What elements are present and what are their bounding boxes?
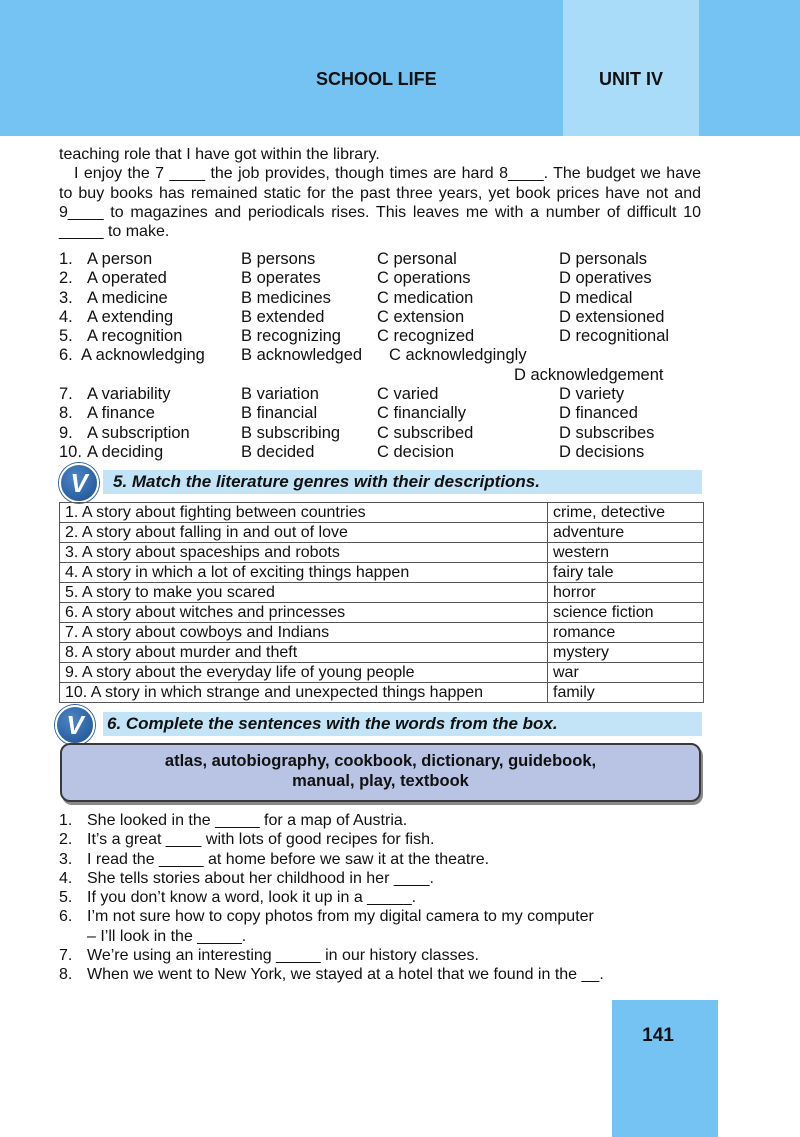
page-number-tab [612,1000,718,1137]
option-c: C extension [377,307,465,326]
option-b: B recognizing [241,327,341,346]
option-d: D medical [559,288,633,307]
option-a: A deciding [87,442,164,461]
option-b: B medicines [241,288,331,307]
sentence-number: 8. [59,966,73,984]
option-a: A recognition [87,327,183,346]
option-a: A extending [87,307,174,326]
option-number: 3. [59,288,73,307]
option-row [59,250,739,269]
option-b: B subscribing [241,423,341,442]
genre-name: romance [548,623,704,643]
option-c: C decision [377,442,455,461]
option-number: 9. [59,423,73,442]
sentence-text: If you don’t know a word, look it up in a _____. [87,889,417,907]
option-b: B decided [241,442,315,461]
option-row [59,308,739,327]
option-c: C subscribed [377,423,474,442]
option-a: A subscription [87,423,190,442]
sentence-text: When we went to New York, we stayed at a hotel that we found in the __. [87,966,604,984]
word-box-line-1: atlas, autobiography, cookbook, dictionary, guidebook, [164,752,597,770]
option-row [59,327,739,346]
sentence-item [59,907,719,926]
option-a: A medicine [87,288,168,307]
sentence-number: 1. [59,812,73,829]
option-d: D personals [559,250,648,268]
page-number: 141 [642,1025,674,1046]
genre-description: 1. A story about fighting between countries [60,503,548,523]
sentence-number: 6. [59,908,73,926]
option-c: C financially [377,404,466,423]
genre-name: family [548,683,704,703]
genre-description: 4. A story in which a lot of exciting things happen [60,563,548,583]
option-c: C varied [377,385,439,404]
option-number: 6. [59,346,73,365]
sentence-item [59,888,719,907]
sentences-list [59,811,719,985]
option-row [59,385,739,404]
option-b: B extended [241,307,325,326]
sentence-item [59,927,719,946]
reading-passage [59,145,701,241]
genre-name: adventure [548,523,704,543]
option-d: D subscribes [559,423,655,442]
sentence-text: We’re using an interesting _____ in our history classes. [87,947,479,965]
option-c: C personal [377,250,457,268]
option-a: A person [87,250,153,268]
word-box [60,743,701,802]
sentence-text: I read the _____ at home before we saw it at the theatre. [87,850,490,868]
option-number: 10. [59,442,82,461]
option-c: C recognized [377,327,475,346]
table-row [60,623,704,643]
option-row [59,289,739,308]
sentence-text: She looked in the _____ for a map of Austria. [87,812,408,829]
sentence-text: I’m not sure how to copy photos from my digital camera to my computer [87,908,594,926]
sentence-number: 4. [59,869,73,887]
genre-name: horror [548,583,704,603]
option-c: C acknowledgingly [389,346,527,365]
option-number: 2. [59,269,73,288]
option-row [59,366,739,385]
reading-line-1: teaching role that I have got within the library. [59,146,380,163]
sentence-number: 7. [59,947,73,965]
option-b: B variation [241,385,319,404]
table-row [60,523,704,543]
genre-name: war [548,663,704,683]
option-a: A acknowledging [81,346,205,365]
option-row [59,269,739,288]
genres-table [59,502,704,703]
table-row [60,663,704,683]
exercise-badge-icon: V [55,705,95,745]
section-5-title: 5. Match the literature genres with their descriptions. [113,472,540,491]
option-row [59,424,739,443]
options-list [59,250,739,462]
unit-label: UNIT IV [598,69,663,89]
sentence-item [59,965,719,984]
genre-name: science fiction [548,603,704,623]
option-d: D decisions [559,442,645,461]
option-b: B financial [241,404,318,423]
sentence-text: She tells stories about her childhood in her ____. [87,869,434,887]
option-row [59,346,739,365]
option-number: 5. [59,327,73,346]
option-row [59,404,739,423]
table-row [60,583,704,603]
genre-name: crime, detective [548,503,704,523]
sentence-item [59,869,719,888]
genre-description: 3. A story about spaceships and robots [60,543,548,563]
exercise-badge-icon: V [59,463,99,503]
table-row [60,683,704,703]
option-number: 1. [59,250,73,268]
table-row [60,543,704,563]
genre-description: 2. A story about falling in and out of love [60,523,548,543]
sentence-item [59,811,719,830]
sentence-number: 5. [59,889,73,907]
reading-paragraph-2: I enjoy the 7 ____ the job provides, though times are hard 8____. The budget we have to buy books has remained static for the past three years, yet book prices have not and 9____ to magazines and periodicals rises. This leaves me with a number of difficult 10 _____ to make. [59,165,701,241]
option-d: D operatives [559,269,652,288]
table-row [60,563,704,583]
genre-description: 6. A story about witches and princesses [60,603,548,623]
genre-description: 5. A story to make you scared [60,583,548,603]
genre-name: western [548,543,704,563]
option-d: D extensioned [559,307,665,326]
genre-name: mystery [548,643,704,663]
header-unit-background [563,0,699,136]
genre-description: 10. A story in which strange and unexpected things happen [60,683,548,703]
option-a: A operated [87,269,167,288]
option-d: D recognitional [559,327,670,346]
option-c: C operations [377,269,471,288]
sentence-item [59,850,719,869]
word-box-text [62,745,699,791]
sentence-item [59,830,719,849]
option-number: 8. [59,404,73,423]
section-header-title: SCHOOL LIFE [316,69,437,89]
table-row [60,503,704,523]
option-b: B acknowledged [241,346,363,365]
table-row [60,643,704,663]
word-box-line-2: manual, play, textbook [292,771,469,790]
genre-description: 7. A story about cowboys and Indians [60,623,548,643]
option-number: 4. [59,307,73,326]
option-d: D variety [559,385,625,404]
genre-name: fairy tale [548,563,704,583]
option-a: A variability [87,385,171,404]
genre-description: 9. A story about the everyday life of young people [60,663,548,683]
section-6-title: 6. Complete the sentences with the words from the box. [107,714,558,733]
option-d: D financed [559,404,638,423]
table-row [60,603,704,623]
sentence-number: 3. [59,850,73,868]
option-b: B operates [241,269,321,288]
sentence-item [59,946,719,965]
genre-description: 8. A story about murder and theft [60,643,548,663]
option-row [59,443,739,462]
option-number: 7. [59,385,73,404]
option-b: B persons [241,250,316,268]
option-c: C medication [377,288,474,307]
option-a: A finance [87,404,155,423]
sentence-text: It’s a great ____ with lots of good recipes for fish. [87,831,435,849]
sentence-text: – I’ll look in the _____. [87,927,247,945]
sentence-number: 2. [59,831,73,849]
option-d: D acknowledgement [514,365,664,384]
